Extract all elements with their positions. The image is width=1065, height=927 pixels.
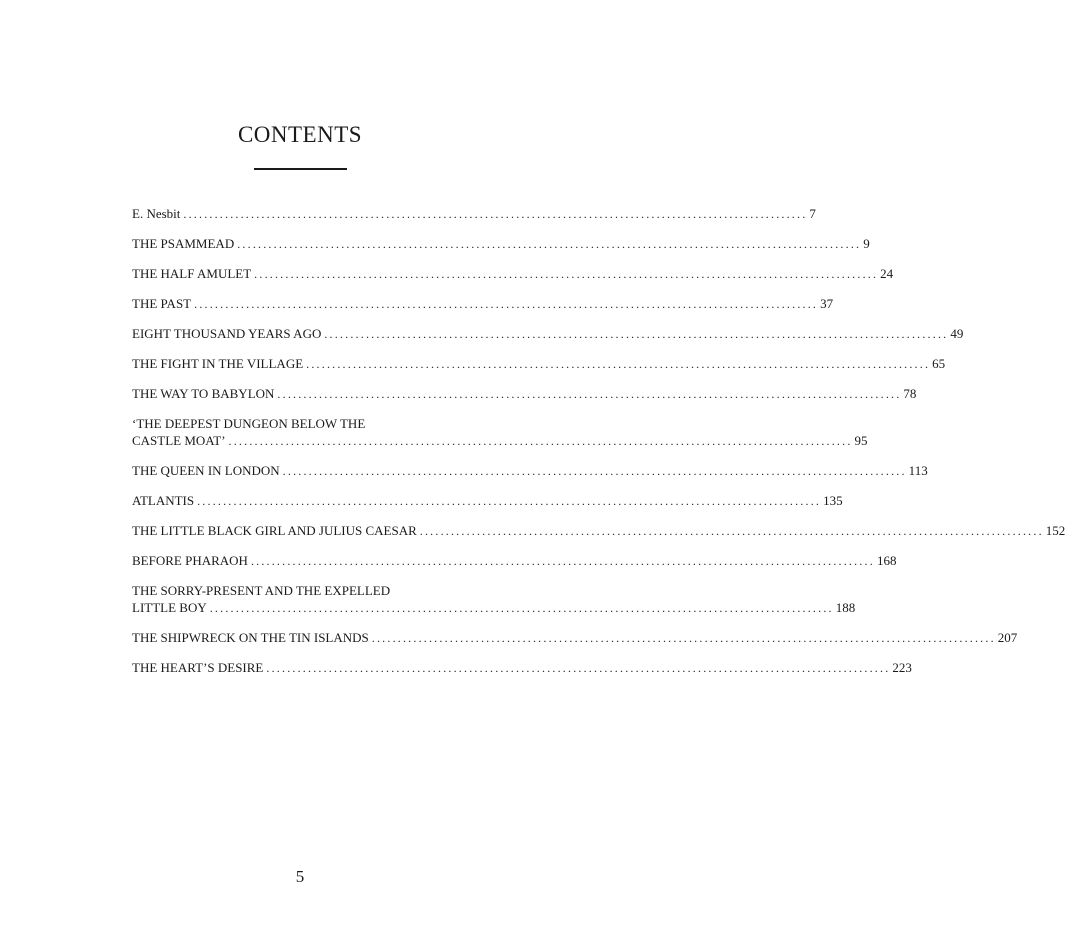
toc-entry-title: E. Nesbit	[132, 206, 181, 221]
toc-entry-row	[132, 235, 870, 253]
toc-entry	[132, 415, 868, 450]
toc-entry-page: 207	[997, 630, 1018, 645]
toc-entry	[132, 659, 912, 677]
toc-entry-title: CASTLE MOAT’	[132, 433, 226, 448]
toc-entry-page: 188	[835, 600, 856, 615]
toc-entry-title: THE SHIPWRECK ON THE TIN ISLANDS	[132, 630, 369, 645]
toc-entry-row	[132, 629, 1018, 647]
toc-entry-title: LITTLE BOY	[132, 600, 207, 615]
toc-entry	[132, 295, 834, 313]
toc-entry-row	[132, 522, 1065, 540]
toc-entry-title-line1: ‘THE DEEPEST DUNGEON BELOW THE	[132, 416, 366, 431]
toc-entry-row	[132, 492, 843, 510]
toc-entry-row	[132, 355, 946, 373]
toc-entry-row	[132, 265, 894, 283]
toc-entry	[132, 522, 1065, 540]
toc-entry-page: 37	[820, 296, 834, 311]
toc-entry-page: 135	[823, 493, 843, 508]
toc-entry-page: 95	[854, 433, 868, 448]
toc-entry	[132, 629, 1018, 647]
toc-entry-title: ATLANTIS	[132, 493, 195, 508]
toc-entry-title: THE PAST	[132, 296, 192, 311]
toc-entry-page: 152	[1045, 523, 1065, 538]
toc-entry-row	[132, 295, 834, 313]
toc-entry-page: 223	[892, 660, 912, 675]
toc-entry-page: 24	[880, 266, 894, 281]
dot-leader: ........................................................................................................................	[183, 207, 808, 221]
toc-entry-title: THE WAY TO BABYLON	[132, 386, 275, 401]
toc-entry	[132, 325, 964, 343]
toc-entry-title: EIGHT THOUSAND YEARS AGO	[132, 326, 322, 341]
dot-leader: ........................................................................................................................	[277, 387, 902, 401]
dot-leader: ........................................................................................................................	[228, 434, 853, 448]
toc-entry-row	[132, 659, 912, 677]
toc-entry	[132, 552, 897, 570]
toc-entry-row	[132, 432, 868, 450]
toc-entry-title: THE HEART’S DESIRE	[132, 660, 264, 675]
toc-entry-page: 49	[950, 326, 964, 341]
toc-entry-page: 168	[876, 553, 897, 568]
dot-leader: ........................................................................................................................	[194, 297, 819, 311]
toc-entry	[132, 582, 856, 617]
toc-entry-title: THE LITTLE BLACK GIRL AND JULIUS CAESAR	[132, 523, 417, 538]
toc-entry-title-line1: THE SORRY-PRESENT AND THE EXPELLED	[132, 583, 391, 598]
toc-entry	[132, 492, 843, 510]
toc-entry-title: THE QUEEN IN LONDON	[132, 463, 280, 478]
toc-entry-title: THE FIGHT IN THE VILLAGE	[132, 356, 304, 371]
toc-entry-row	[132, 552, 897, 570]
toc-entry-row	[132, 205, 816, 223]
toc-entry-row	[132, 462, 928, 480]
toc-entry-page: 9	[863, 236, 870, 251]
toc-entry-row	[132, 385, 917, 403]
dot-leader: ........................................................................................................................	[419, 524, 1044, 538]
contents-heading: CONTENTS	[237, 122, 363, 147]
dot-leader: ........................................................................................................................	[282, 464, 907, 478]
toc-entry-title: BEFORE PHARAOH	[132, 553, 248, 568]
toc-entry-page: 7	[809, 206, 816, 221]
dot-leader: ........................................................................................................................	[254, 267, 879, 281]
dot-leader: ........................................................................................................................	[250, 554, 875, 568]
toc-entry-row	[132, 599, 856, 617]
toc-entry	[132, 205, 816, 223]
dot-leader: ........................................................................................................................	[371, 631, 996, 645]
toc-entry-title: THE HALF AMULET	[132, 266, 252, 281]
page-number: 5	[295, 867, 305, 886]
toc-entry-page: 113	[908, 463, 928, 478]
toc-entry-row	[132, 325, 964, 343]
dot-leader: ........................................................................................................................	[237, 237, 862, 251]
toc-entry	[132, 265, 894, 283]
toc-entry	[132, 235, 870, 253]
toc-entry	[132, 385, 917, 403]
toc-entry	[132, 462, 928, 480]
dot-leader: ........................................................................................................................	[197, 494, 822, 508]
toc-entry-page: 78	[903, 386, 917, 401]
toc-entry	[132, 355, 946, 373]
dot-leader: ........................................................................................................................	[209, 601, 834, 615]
toc-entry-page: 65	[932, 356, 946, 371]
toc-entry-title: THE PSAMMEAD	[132, 236, 235, 251]
heading-rule	[254, 168, 347, 170]
dot-leader: ........................................................................................................................	[266, 661, 891, 675]
dot-leader: ........................................................................................................................	[324, 327, 949, 341]
dot-leader: ........................................................................................................................	[306, 357, 931, 371]
table-of-contents	[132, 205, 1065, 689]
